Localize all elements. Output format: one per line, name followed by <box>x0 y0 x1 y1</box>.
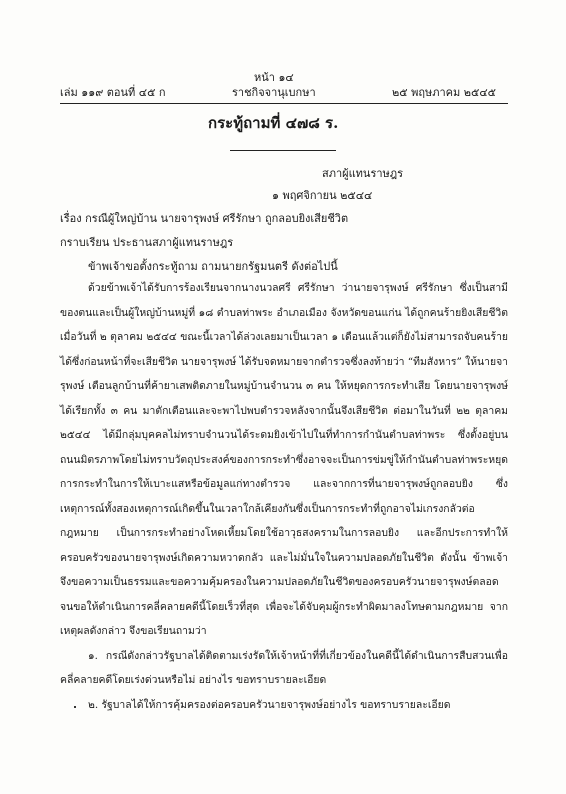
gazette-name: ราชกิจจานุเบกษา <box>232 86 316 99</box>
gazette-date: ๒๕ พฤษภาคม ๒๕๔๕ <box>392 86 496 99</box>
question-2: ๒. รัฐบาลได้ให้การคุ้มครองต่อครอบครัวนายจารุพงษ์อย่างไร ขอทราบรายละเอียด <box>88 698 451 711</box>
body-paragraph: ด้วยข้าพเจ้าได้รับการร้องเรียนจากนางนวลศรี ศรีรักษา ว่านายจารุพงษ์ ศรีรักษา ซึ่งเป็นสามีของตนและเป็นผู้ใหญ่บ้านหมู่ที่ ๑๘ ตำบลท่าพระ อำเภอเมือง จังหวัดขอนแก่น ได้ถูกคนร้ายยิงเสียชีวิตเมื่อวันที่ ๒ ตุลาคม ๒๕๔๔ ขณะนี้เวลาได้ล่วงเลยมาเป็นเวลา ๑ เดือนแล้วแต่ก็ยังไม่สามารถจับคนร้ายได้ซึ่งก่อนหน้าที่จะเสียชีวิต นายจารุพงษ์ ได้รับจดหมายจากตำรวจซึ่งลงท้ายว่า “ทีมสังหาร” ให้นายจารุพงษ์ เตือนลูกบ้านที่ค้ายาเสพติดภายในหมู่บ้านจำนวน ๓ คน ให้หยุดการกระทำเสีย โดยนายจารุพงษ์ได้เรียกทั้ง ๓ คน มาตักเตือนและจะพาไปพบตำรวจหลังจากนั้นจึงเสียชีวิต ต่อมาในวันที่ ๒๒ ตุลาคม ๒๕๔๔ ได้มีกลุ่มบุคคลไม่ทราบจำนวนได้ระดมยิงเข้าไปในที่ทำการกำนันตำบลท่าพระ ซึ่งตั้งอยู่บนถนนมิตรภาพโดยไม่ทราบวัตถุประสงค์ของการกระทำซึ่งอาจจะเป็นการข่มขู่ให้กำนันตำบลท่าพระหยุดการกระทำในการให้เบาะแสหรือข้อมูลแก่ทางตำรวจ และจากการที่นายจารุพงษ์ถูกลอบยิง ซึ่งเหตุการณ์ทั้งสองเหตุการณ์เกิดขึ้นในเวลาใกล้เคียงกันซึ่งเป็นการกระทำที่ถูกอาจไม่เกรงกลัวต่อกฎหมาย เป็นการกระทำอย่างโหดเหี้ยมโดยใช้อาวุธสงครามในการลอบยิง และอีกประการทำให้ครอบครัวของนายจารุพงษ์เกิดความหวาดกลัว และไม่มั่นใจในความปลอดภัยในชีวิต ดังนั้น ข้าพเจ้าจึงขอความเป็นธรรมและขอความคุ้มครองในความปลอดภัยในชีวิตของครอบครัวนายจารุพงษ์ตลอดจนขอให้ดำเนินการคลี่คลายคดีนี้โดยเร็วที่สุด เพื่อจะได้จับคุมผู้กระทำผิดมาลงโทษตามกฎหมาย จากเหตุผลดังกล่าว จึงขอเรียนถามว่า <box>60 282 508 637</box>
title-underline <box>230 150 336 151</box>
scan-speck <box>74 706 76 708</box>
intro-line: ข้าพเจ้าขอตั้งกระทู้ถาม ถามนายกรัฐมนตรี ดังต่อไปนี้ <box>88 260 338 273</box>
page-title: กระทู้ถามที่ ๔๗๘ ร. <box>208 114 339 132</box>
body-text <box>60 276 508 717</box>
salutation-line: กราบเรียน ประธานสภาผู้แทนราษฎร <box>60 236 234 249</box>
sender-name: สภาผู้แทนราษฎร <box>322 167 404 180</box>
letter-date: ๑ พฤศจิกายน ๒๕๔๔ <box>272 189 373 202</box>
header-rule <box>60 103 508 104</box>
page-number: หน้า ๑๔ <box>254 71 294 84</box>
question-1: ๑. กรณีดังกล่าวรัฐบาลได้ติดตามเร่งรัดให้เจ้าหน้าที่ที่เกี่ยวข้องในคดีนี้ได้ดำเนินการสืบสวนเพื่อคลี่คลายคดีโดยเร่งด่วนหรือไม่ อย่างไร ขอทราบรายละเอียด <box>60 649 508 686</box>
gazette-volume: เล่ม ๑๑๙ ตอนที่ ๔๕ ก <box>60 86 166 99</box>
subject-line: เรื่อง กรณีผู้ใหญ่บ้าน นายจารุพงษ์ ศรีรักษา ถูกลอบยิงเสียชีวิต <box>60 212 349 225</box>
